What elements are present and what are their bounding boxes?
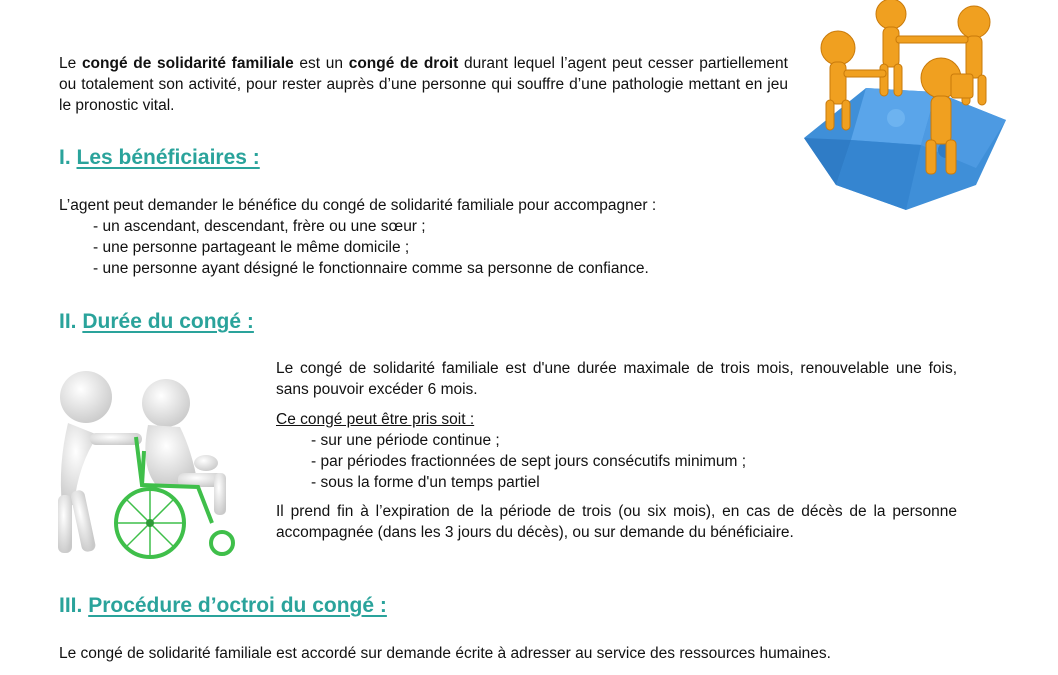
puzzle-team-illustration-icon: [796, 0, 1018, 222]
wheelchair-care-illustration-icon: [28, 355, 258, 580]
section-3-heading: [59, 594, 387, 618]
intro-bold-1: congé de solidarité familiale: [81, 55, 294, 72]
section-1-heading: [59, 146, 260, 170]
intro-text-3: durant lequel l’agent peut cesser partiellement ou totalement son activité, pour rester auprès d’une personne qui souffre d’une pathologie mettant en jeu le pronostic vital.: [59, 55, 788, 114]
section-3-number: III.: [59, 594, 83, 617]
list-item: - une personne ayant désigné le fonctionnaire comme sa personne de confiance.: [93, 260, 649, 277]
section-2-heading: [59, 310, 254, 334]
section-2-paragraph-1: Le congé de solidarité familiale est d'une durée maximale de trois mois, renouvelable une fois, sans pouvoir excéder 6 mois.: [276, 360, 957, 398]
list-item: - par périodes fractionnées de sept jours consécutifs minimum ;: [311, 453, 747, 470]
list-item: - sous la forme d'un temps partiel: [311, 474, 540, 491]
section-1-number: I.: [59, 146, 71, 169]
section-1-title: Les bénéficiaires :: [76, 146, 260, 169]
section-2-list: [311, 430, 746, 493]
intro-paragraph: [59, 53, 788, 116]
section-2-number: II.: [59, 310, 77, 333]
list-item: - un ascendant, descendant, frère ou une sœur ;: [93, 218, 426, 235]
section-2-lead: Ce congé peut être pris soit :: [276, 411, 475, 428]
section-1-list: [93, 216, 649, 279]
intro-text-1: Le: [59, 55, 82, 72]
intro-text-2: est un: [293, 55, 349, 72]
list-item: - sur une période continue ;: [311, 432, 500, 449]
section-2-title: Durée du congé :: [82, 310, 254, 333]
section-3-paragraph-1: Le congé de solidarité familiale est accordé sur demande écrite à adresser au service des ressources humaines.: [59, 645, 831, 662]
section-2-paragraph-2: Il prend fin à l’expiration de la période de trois (ou six mois), en cas de décès de la personne accompagnée (dans les 3 jours du décès), ou sur demande du bénéficiaire.: [276, 503, 957, 541]
list-item: - une personne partageant le même domicile ;: [93, 239, 410, 256]
section-3-title: Procédure d’octroi du congé :: [88, 594, 387, 617]
intro-bold-2: congé de droit: [348, 55, 459, 72]
section-1-lead: L’agent peut demander le bénéfice du congé de solidarité familiale pour accompagner :: [59, 197, 657, 214]
